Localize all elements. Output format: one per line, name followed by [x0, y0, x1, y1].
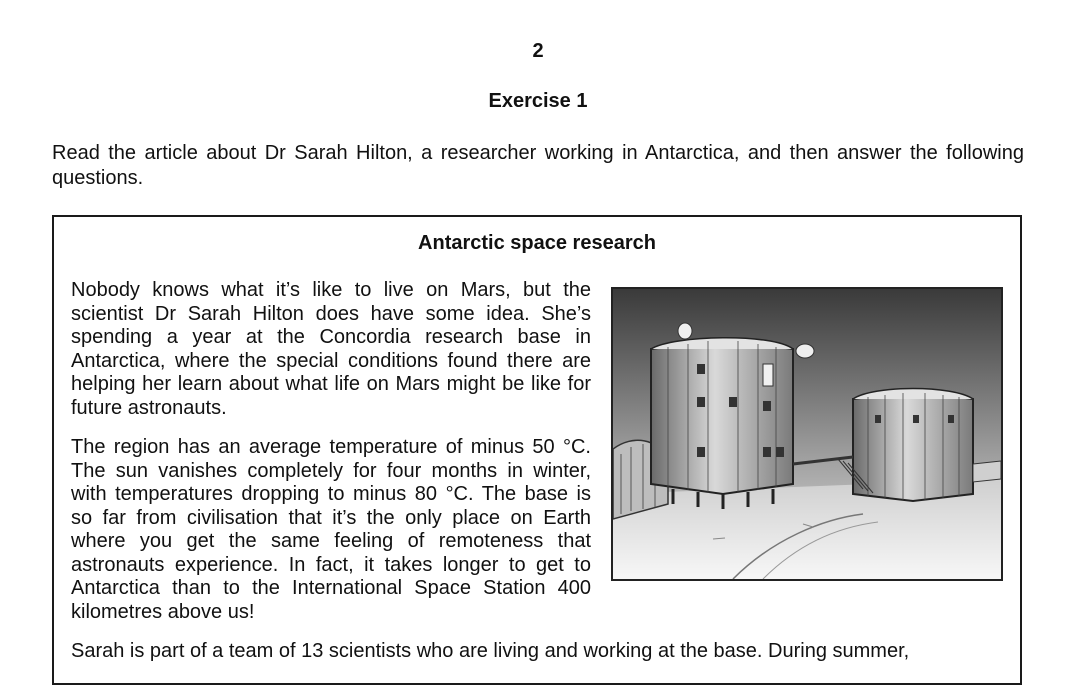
research-base-illustration: [611, 287, 1003, 581]
article-paragraph-1: Nobody knows what it’s like to live on Mars, but the scientist Dr Sarah Hilton does have some idea. She’s spending a year at the Concordia research base in Antarctica, where the special conditions found there are helping her learn about what life on Mars might be like for future astronauts.: [71, 279, 591, 419]
research-base-illustration-icon: [613, 289, 1001, 579]
article-paragraph-3: Sarah is part of a team of 13 scientists who are living and working at the base. During summer,: [71, 640, 910, 662]
exercise-title: Exercise 1: [488, 90, 588, 112]
page-number: 2: [532, 40, 544, 62]
article-box: [52, 215, 1022, 685]
article-title: Antarctic space research: [418, 232, 656, 254]
exercise-instructions: Read the article about Dr Sarah Hilton, a researcher working in Antarctica, and then answer the following questions.: [52, 142, 1024, 189]
article-paragraph-2: The region has an average temperature of minus 50 °C. The sun vanishes completely for four months in winter, with temperatures dropping to minus 80 °C. The base is so far from civilisation that it’s the only place on Earth where you get the same feeling of remoteness that astronauts experience. In fact, it takes longer to get to Antarctica than to the International Space Station 400 kilometres above us!: [71, 436, 591, 623]
